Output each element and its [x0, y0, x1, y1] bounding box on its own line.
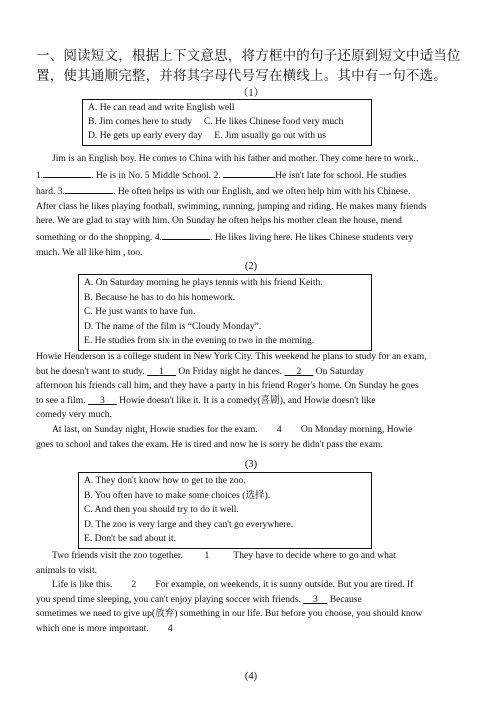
passage-line: hard. 3. . He often helps us with our English, and we often help him with his Chinese. — [36, 183, 466, 200]
section-3-label: (3) — [244, 459, 258, 470]
option-b: B. Jim comes here to study — [88, 116, 192, 128]
option-e: E. He studies from six in the evening to two in the morning. — [84, 335, 315, 347]
option-b: B. You often have to make some choices (选择). — [84, 489, 271, 501]
passage-line: sometimes we need to give up(放弃) something in our life. But before you choose, you should know — [36, 608, 423, 620]
passage-line: Life is like this. 2 For example, on weekends, it is sunny outside. But you are tired. If — [52, 579, 414, 591]
passage-line: Two friends visit the zoo together. 1 They have to decide where to go and what — [52, 550, 396, 561]
option-a: A. They don't know how to get to the zoo. — [84, 475, 246, 486]
passage-line: animals to visit. — [36, 564, 98, 576]
answer-blank-1[interactable]: 1 — [159, 365, 164, 377]
passage-line: afternoon his friends call him, and they have a party in his friend Roger's home. On Sunday he goes — [36, 380, 419, 392]
option-row-bc — [88, 115, 366, 129]
section-2-passage — [36, 350, 466, 452]
section-3-option-box — [78, 472, 372, 549]
passage-line: much. We all like him , too. — [36, 246, 143, 258]
passage-line: but he doesn't want to study. 1 On Friday night he dances. 2 On Saturday — [36, 365, 364, 377]
option-c: C. He likes Chinese food very much — [203, 116, 344, 128]
section-3-passage — [36, 549, 466, 637]
option-d: D. The zoo is very large and they can't go everywhere. — [84, 518, 294, 530]
answer-blank-2[interactable]: 2 — [131, 579, 137, 591]
passage-line: At last, on Sunday night, Howie studies for the exam. 4 On Monday morning, Howie — [52, 423, 413, 435]
option-c: C. And then you should try to do it well. — [84, 504, 239, 516]
passage-line: Howie Henderson is a college student in New York City. This weekend he plans to study for an exam, — [36, 351, 427, 362]
passage-line: to see a film. 3 Howie doesn't like it. It is a comedy(喜剧), and Howie doesn't like — [36, 394, 376, 406]
answer-blank-3[interactable]: 3 — [99, 394, 105, 406]
option-row-de — [88, 129, 366, 143]
section-1-option-box — [82, 99, 372, 146]
passage-line: Jim is an English boy. He comes to China with his father and mother. They come here to work.. — [52, 153, 419, 164]
passage-line: here. We are glad to stay with him. On Sunday he often helps his mother clean the house, mend — [36, 215, 402, 227]
option-e: E. Jim usually go out with us — [214, 130, 326, 142]
passage-line: you spend time sleeping, you can't enjoy playing soccer with friends. 3 Because — [36, 593, 362, 605]
instructions: 一、阅读短文，根据上下文意思，将方框中的句子还原到短文中适当位置，使其通顺完整，并将其字母代号写在横线上。其中有一句不选。 — [36, 48, 461, 84]
passage-line: 1. . He is in No. 5 Middle School. 2. He isn't late for school. He studies — [36, 167, 466, 184]
answer-blank-4[interactable]: 4 — [167, 622, 173, 634]
answer-blank-3[interactable] — [65, 183, 113, 194]
answer-blank-4[interactable]: 4 — [276, 423, 282, 435]
passage-line: something or do the shopping. 4. . He likes living here. He likes Chinese students very — [36, 229, 466, 246]
passage-line: which one is more important. 4 — [36, 622, 173, 634]
option-c: C. He just wants to have fun. — [84, 306, 196, 318]
answer-blank-2[interactable] — [223, 167, 275, 178]
option-d: D. The name of the film is “Cloudy Monday”. — [84, 320, 262, 332]
section-2-option-box — [78, 274, 372, 351]
option-a: A. He can read and write English well — [88, 102, 235, 113]
option-d: D. He gets up early every day — [88, 130, 203, 142]
option-b: B. Because he has to do his homework. — [84, 291, 236, 303]
section-4-label: (4) — [244, 671, 258, 682]
option-e: E. Don't be sad about it. — [84, 533, 177, 545]
passage-line: goes to school and takes the exam. He is tired and now he is sorry he didn't pass the exam. — [36, 438, 383, 450]
option-a: A. On Saturday morning he plays tennis with his friend Keith. — [84, 277, 323, 288]
answer-blank-2[interactable]: 2 — [296, 365, 302, 377]
section-2-label: (2) — [244, 261, 258, 272]
section-1-passage — [36, 152, 466, 260]
answer-blank-1[interactable]: 1 — [204, 550, 210, 561]
passage-line: After class he likes playing football, swimming, running, jumping and riding. He makes many friends — [36, 200, 427, 212]
passage-line: comedy very much. — [36, 409, 112, 421]
answer-blank-4[interactable] — [162, 229, 210, 240]
answer-blank-3[interactable]: 3 — [312, 593, 318, 605]
answer-blank-1[interactable] — [43, 167, 91, 178]
section-1-label: （1） — [237, 88, 265, 99]
